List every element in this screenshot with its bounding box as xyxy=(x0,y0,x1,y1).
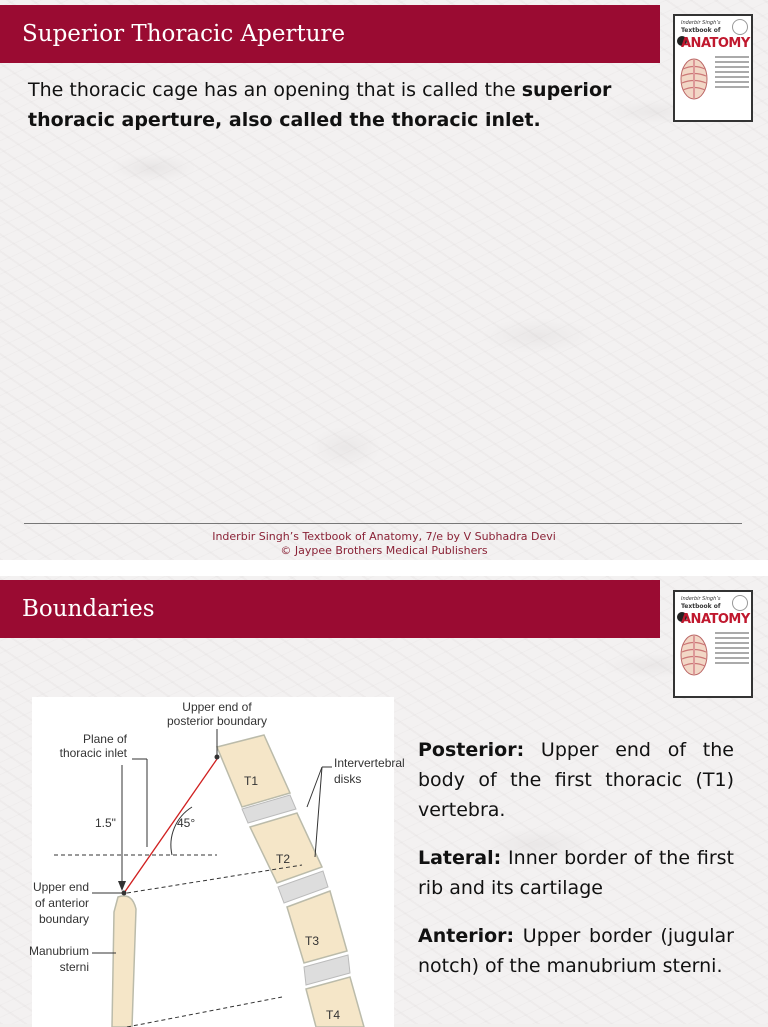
boundary-text: Upper end of the body of the first thoracic (T1) vertebra. xyxy=(418,739,734,821)
label-manubrium-2: sterni xyxy=(59,960,89,974)
boundary-posterior xyxy=(418,735,734,825)
cover-subtitle: Textbook of xyxy=(681,603,721,610)
label-upper-end-posterior-2: posterior boundary xyxy=(166,714,268,728)
ribcage-illustration-icon xyxy=(678,630,710,680)
label-t1: T1 xyxy=(244,774,259,788)
boundary-text: Upper border (jugular notch) of the manubrium sterni. xyxy=(418,925,734,977)
book-cover-image xyxy=(673,590,753,698)
intro-paragraph xyxy=(28,75,658,135)
label-angle: 45° xyxy=(177,816,196,830)
vertebra-t1 xyxy=(217,735,290,807)
slide-title-banner xyxy=(0,580,660,638)
slide-title-banner xyxy=(0,5,660,63)
label-distance: 1.5" xyxy=(95,816,116,830)
manubrium-sterni xyxy=(112,896,136,1027)
ribcage-illustration-icon xyxy=(678,54,710,104)
slide-title: Superior Thoracic Aperture xyxy=(22,21,346,47)
boundary-label: Lateral: xyxy=(418,847,502,869)
label-t2: T2 xyxy=(276,852,291,866)
plane-of-inlet-red-line xyxy=(124,759,217,893)
publisher-logo-icon xyxy=(732,595,748,611)
vertebra-t2 xyxy=(250,813,322,883)
label-upper-end-posterior-1: Upper end of xyxy=(182,700,252,714)
label-intervertebral-2: disks xyxy=(334,772,362,786)
credit-line-1: Inderbir Singh’s Textbook of Anatomy, 7/e by V Subhadra Devi xyxy=(212,530,556,543)
label-upper-end-anterior-2: of anterior xyxy=(34,896,89,910)
publisher-logo-icon xyxy=(732,19,748,35)
thoracic-inlet-diagram xyxy=(28,697,405,1027)
label-manubrium-1: Manubrium xyxy=(28,944,89,958)
boundary-lateral xyxy=(418,843,734,903)
cover-text-lines xyxy=(715,632,749,667)
label-upper-end-anterior-1: Upper end xyxy=(32,880,89,894)
intro-text: The thoracic cage has an opening that is called the xyxy=(28,79,522,101)
slide-gap xyxy=(0,560,768,576)
lower-reference-line xyxy=(127,997,282,1027)
angle-arc xyxy=(171,807,192,855)
label-plane-1: Plane of xyxy=(82,732,127,746)
label-t4: T4 xyxy=(326,1008,341,1022)
label-plane-2: thoracic inlet xyxy=(59,746,127,760)
cover-subtitle: Textbook of xyxy=(681,27,721,34)
label-upper-end-anterior-3: boundary xyxy=(38,912,89,926)
boundary-anterior xyxy=(418,921,734,981)
boundary-label: Posterior: xyxy=(418,739,525,761)
cover-title: ANATOMY xyxy=(681,612,750,627)
boundary-label: Anterior: xyxy=(418,925,515,947)
label-intervertebral-1: Intervertebral xyxy=(334,756,405,770)
cover-author: Inderbir Singh’s xyxy=(681,20,721,26)
boundary-text: Inner border of the first rib and its cartilage xyxy=(418,847,734,899)
credit-line-2: © Jaypee Brothers Medical Publishers xyxy=(280,544,488,557)
slide-title: Boundaries xyxy=(22,596,155,622)
cover-title: ANATOMY xyxy=(681,36,750,51)
vertebra-t3 xyxy=(287,891,347,963)
cover-text-lines xyxy=(715,56,749,91)
footer-divider xyxy=(24,523,742,524)
label-t3: T3 xyxy=(305,934,320,948)
slide-boundaries xyxy=(0,576,768,1024)
cover-author: Inderbir Singh’s xyxy=(681,596,721,602)
anterior-point-icon xyxy=(122,891,127,896)
book-cover-image xyxy=(673,14,753,122)
intro-bold-text: superior thoracic aperture, also called the thoracic inlet. xyxy=(28,79,612,131)
arrow-head-icon xyxy=(118,881,126,891)
leader-line xyxy=(315,767,322,857)
